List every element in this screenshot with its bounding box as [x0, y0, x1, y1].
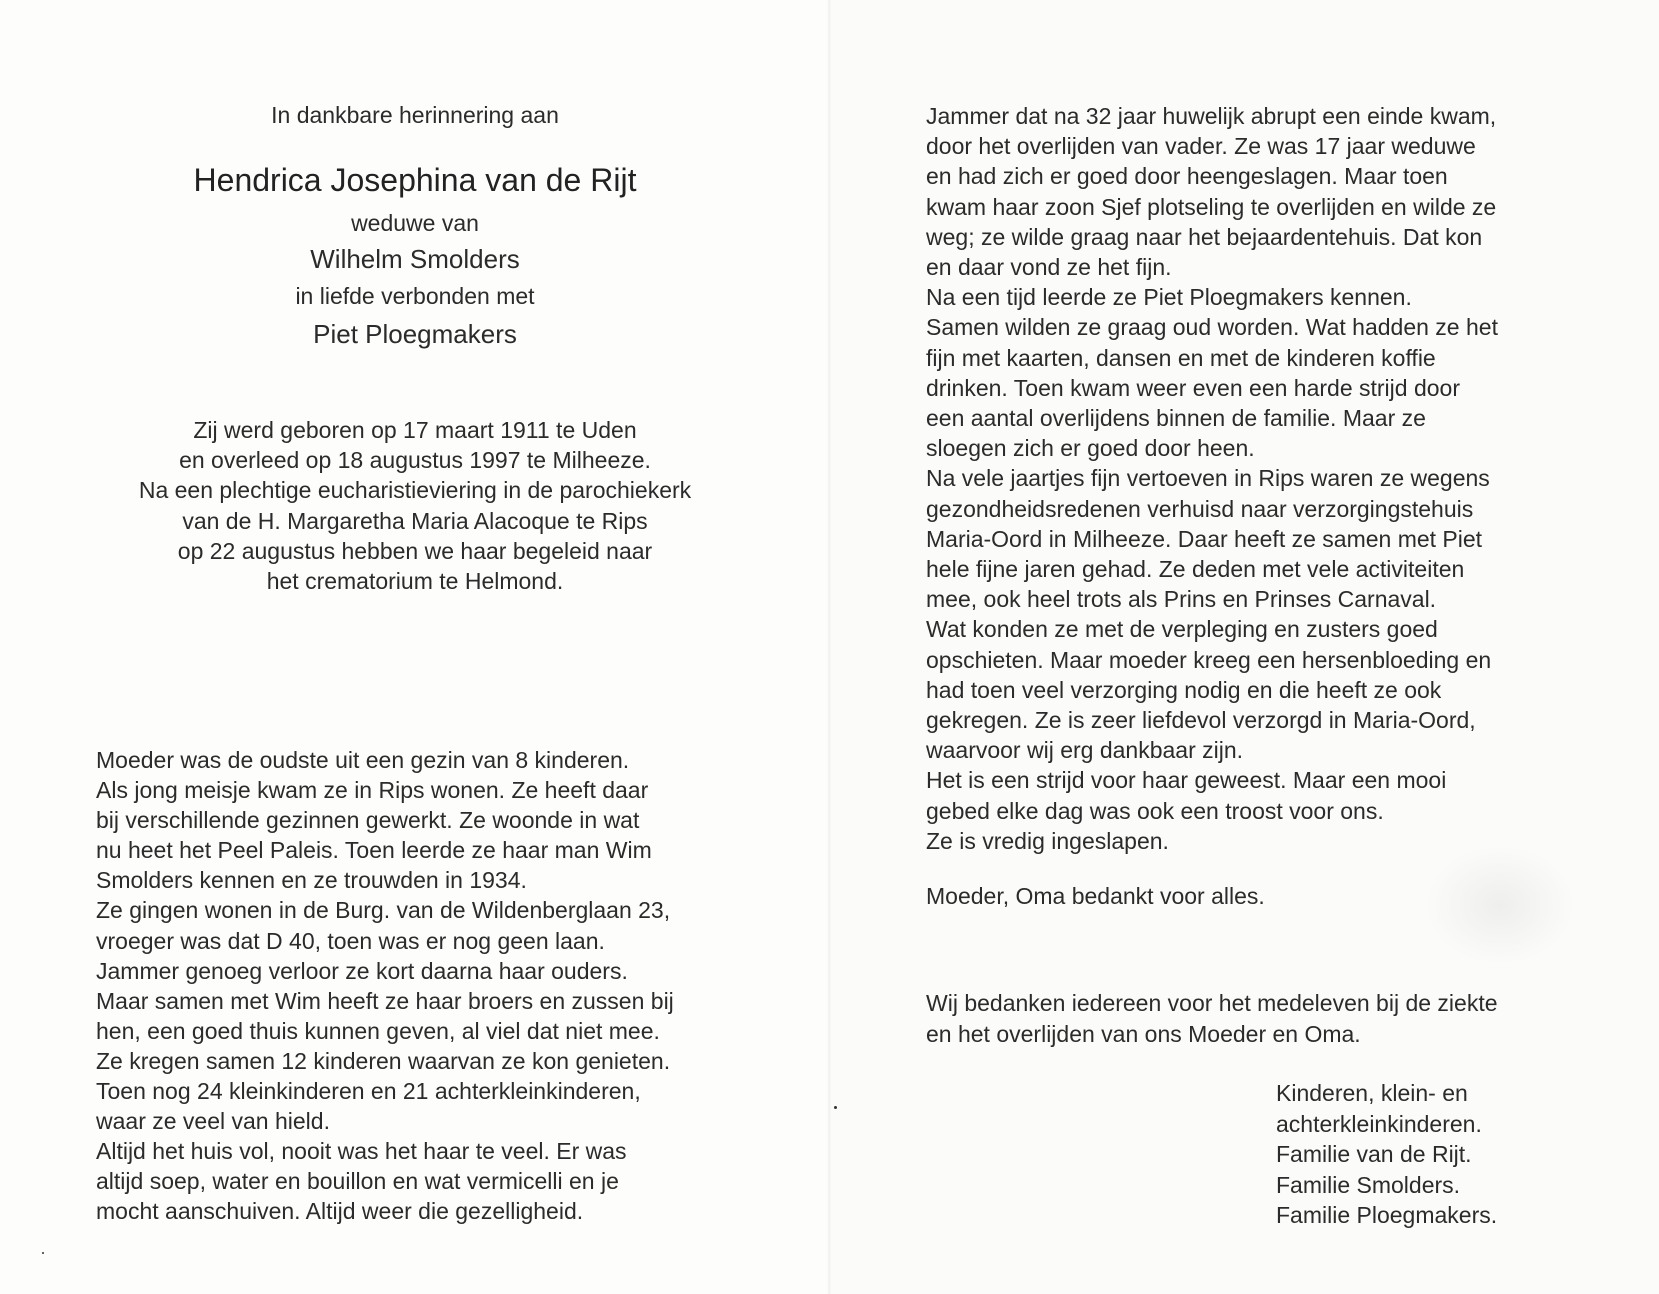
story-line: Ze is vredig ingeslapen. [926, 827, 1169, 854]
story-line: opschieten. Maar moeder kreeg een hersenbloeding en [926, 646, 1492, 673]
card-fold [827, 0, 831, 1294]
story-line: mee, ook heel trots als Prins en Prinses Carnaval. [926, 586, 1437, 613]
story-line: Smolders kennen en ze trouwden in 1934. [96, 867, 527, 894]
biography-block [60, 415, 770, 596]
life-story-left [96, 745, 796, 1227]
signature-line: Familie Ploegmakers. [1276, 1202, 1498, 1228]
story-line: Na vele jaartjes fijn vertoeven in Rips waren ze wegens [926, 465, 1490, 492]
signature-line: achterkleinkinderen. [1276, 1110, 1482, 1137]
story-line: Als jong meisje kwam ze in Rips wonen. Ze heeft daar [96, 777, 649, 804]
story-line: sloegen zich er goed door heen. [926, 435, 1255, 462]
story-line: Jammer genoeg verloor ze kort daarna haar ouders. [96, 957, 628, 984]
paper-speck [42, 1252, 44, 1254]
thanks-line: Moeder, Oma bedankt voor alles. [926, 883, 1265, 909]
partner-name: Piet Ploegmakers [313, 319, 517, 349]
deceased-name: Hendrica Josephina van de Rijt [193, 162, 637, 198]
story-line: Wat konden ze met de verpleging en zusters goed [926, 616, 1438, 643]
story-line: vroeger was dat D 40, toen was er nog geen laan. [96, 927, 605, 954]
story-line: gezondheidsredenen verhuisd naar verzorgingstehuis [926, 495, 1474, 522]
story-line: Ze gingen wonen in de Burg. van de Wildenberglaan 23, [96, 897, 671, 924]
story-line: drinken. Toen kwam weer even een harde strijd door [926, 374, 1460, 401]
story-line: en had zich er goed door heengeslagen. Maar toen [926, 163, 1448, 190]
intro-text: In dankbare herinnering aan [271, 102, 559, 128]
story-line: kwam haar zoon Sjef plotseling te overlijden en wilde ze [926, 193, 1497, 220]
bio-line: het crematorium te Helmond. [266, 568, 564, 595]
story-line: Toen nog 24 kleinkinderen en 21 achterkleinkinderen, [96, 1078, 641, 1105]
story-line: gebed elke dag was ook een troost voor ons. [926, 797, 1384, 824]
gratitude-block [926, 988, 1498, 1049]
story-line: waarvoor wij erg dankbaar zijn. [926, 737, 1244, 764]
story-line: gekregen. Ze is zeer liefdevol verzorgd in Maria-Oord, [926, 707, 1476, 734]
gratitude-line: en het overlijden van ons Moeder en Oma. [926, 1020, 1361, 1047]
partner-label: in liefde verbonden met [295, 283, 535, 309]
signature-line: Kinderen, klein- en [1276, 1080, 1468, 1106]
paper-smudge [1425, 845, 1575, 965]
story-line: hen, een goed thuis kunnen geven, al viel dat niet mee. [96, 1017, 660, 1044]
story-line: Het is een strijd voor haar geweest. Maar een mooi [926, 767, 1447, 794]
story-line: Jammer dat na 32 jaar huwelijk abrupt een einde kwam, [926, 103, 1497, 129]
story-line: door het overlijden van vader. Ze was 17 jaar weduwe [926, 133, 1476, 160]
story-line: bij verschillende gezinnen gewerkt. Ze woonde in wat [96, 807, 640, 834]
family-signature [1276, 1078, 1497, 1231]
bio-line: en overleed op 18 augustus 1997 te Milheeze. [179, 447, 651, 474]
life-story-right [926, 101, 1626, 856]
story-line: een aantal overlijdens binnen de familie. Maar ze [926, 405, 1426, 432]
gratitude-line: Wij bedanken iedereen voor het medeleven bij de ziekte [926, 990, 1498, 1016]
story-line: waar ze veel van hield. [96, 1108, 330, 1135]
story-line: had toen veel verzorging nodig en die heeft ze ook [926, 676, 1442, 703]
bio-line: op 22 augustus hebben we haar begeleid naar [177, 537, 653, 564]
story-line: mocht aanschuiven. Altijd weer die gezelligheid. [96, 1198, 584, 1225]
story-line: Ze kregen samen 12 kinderen waarvan ze kon genieten. [96, 1047, 671, 1074]
spouse-name: Wilhelm Smolders [310, 244, 520, 274]
story-line: Maria-Oord in Milheeze. Daar heeft ze samen met Piet [926, 525, 1483, 552]
story-line: Na een tijd leerde ze Piet Ploegmakers kennen. [926, 284, 1412, 311]
story-line: hele fijne jaren gehad. Ze deden met vele activiteiten [926, 556, 1465, 583]
signature-line: Familie Smolders. [1276, 1171, 1461, 1198]
signature-line: Familie van de Rijt. [1276, 1141, 1472, 1167]
story-line: fijn met kaarten, dansen en met de kinderen koffie [926, 344, 1436, 371]
story-line: Samen wilden ze graag oud worden. Wat hadden ze het [926, 314, 1498, 341]
widow-of-label: weduwe van [351, 210, 479, 236]
bio-line: Na een plechtige eucharistieviering in de parochiekerk [138, 477, 692, 504]
story-line: weg; ze wilde graag naar het bejaardentehuis. Dat kon [926, 223, 1483, 250]
bio-line: van de H. Margaretha Maria Alacoque te Rips [182, 507, 648, 534]
story-line: Altijd het huis vol, nooit was het haar te veel. Er was [96, 1138, 627, 1165]
bio-line: Zij werd geboren op 17 maart 1911 te Uden [193, 417, 637, 443]
story-line: altijd soep, water en bouillon en wat vermicelli en je [96, 1168, 619, 1195]
story-line: Maar samen met Wim heeft ze haar broers en zussen bij [96, 987, 674, 1014]
paper-speck [834, 1106, 837, 1109]
story-line: nu heet het Peel Paleis. Toen leerde ze haar man Wim [96, 837, 652, 864]
story-line: en daar vond ze het fijn. [926, 254, 1172, 281]
story-line: Moeder was de oudste uit een gezin van 8 kinderen. [96, 747, 630, 773]
